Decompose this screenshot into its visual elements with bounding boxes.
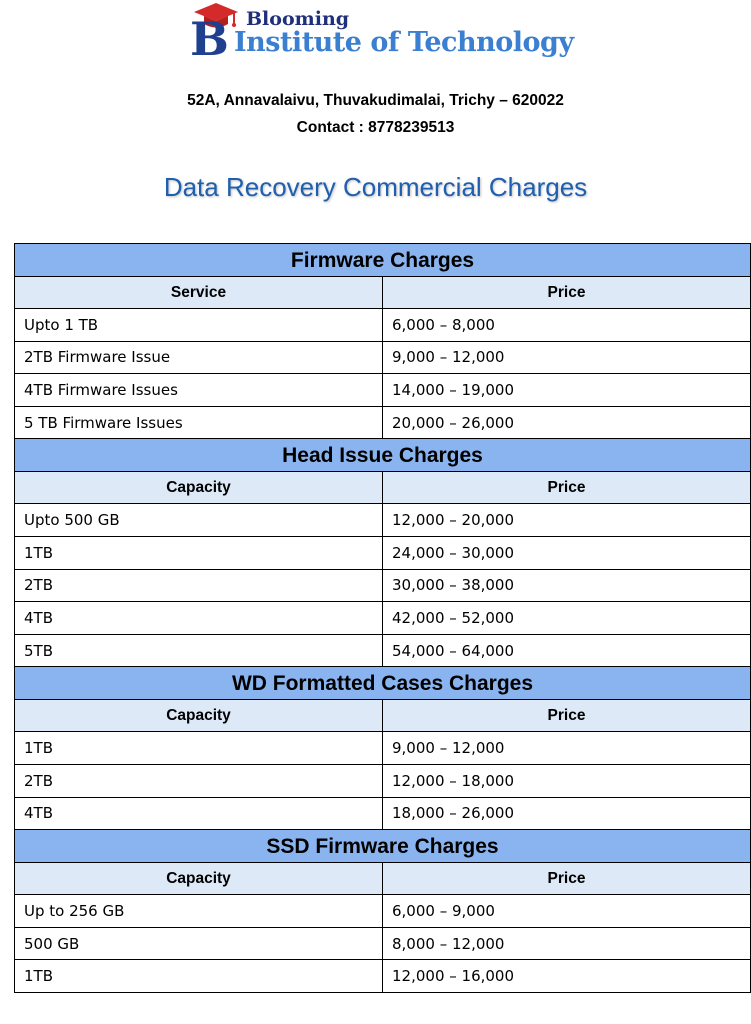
item-cell: 2TB — [15, 764, 383, 797]
column-header: Price — [383, 700, 751, 732]
section-header-wd-formatted-cases-charges — [15, 667, 751, 700]
price-cell: 6,000 – 9,000 — [383, 895, 751, 928]
table-row — [15, 341, 751, 374]
item-cell: Up to 256 GB — [15, 895, 383, 928]
price-cell: 8,000 – 12,000 — [383, 927, 751, 960]
item-cell: 2TB — [15, 569, 383, 602]
section-header-head-issue-charges — [15, 439, 751, 472]
address: 52A, Annavalaivu, Thuvakudimalai, Trichy – 620022 — [187, 92, 564, 109]
price-cell: 14,000 – 19,000 — [383, 374, 751, 407]
price-cell: 12,000 – 16,000 — [383, 960, 751, 993]
table-row — [15, 927, 751, 960]
table-row — [15, 732, 751, 765]
column-header: Price — [383, 472, 751, 504]
item-cell: 5TB — [15, 634, 383, 667]
column-header: Price — [383, 277, 751, 309]
item-cell: Upto 500 GB — [15, 504, 383, 537]
price-cell: 12,000 – 20,000 — [383, 504, 751, 537]
table-row — [15, 764, 751, 797]
price-cell: 42,000 – 52,000 — [383, 602, 751, 635]
logo-initial: B — [190, 12, 229, 66]
item-cell: 4TB — [15, 797, 383, 830]
table-row — [15, 960, 751, 993]
table-row — [15, 634, 751, 667]
table-row — [15, 374, 751, 407]
column-header: Capacity — [15, 472, 383, 504]
charges-table — [14, 243, 751, 993]
table-row — [15, 895, 751, 928]
section-title: WD Formatted Cases Charges — [15, 667, 751, 700]
price-cell: 6,000 – 8,000 — [383, 309, 751, 342]
item-cell: 4TB Firmware Issues — [15, 374, 383, 407]
section-title: SSD Firmware Charges — [15, 830, 751, 863]
column-header-row — [15, 472, 751, 504]
column-header-row — [15, 700, 751, 732]
section-header-firmware-charges — [15, 244, 751, 277]
section-title: Head Issue Charges — [15, 439, 751, 472]
section-title: Firmware Charges — [15, 244, 751, 277]
table-row — [15, 309, 751, 342]
price-cell: 9,000 – 12,000 — [383, 732, 751, 765]
price-cell: 18,000 – 26,000 — [383, 797, 751, 830]
price-cell: 12,000 – 18,000 — [383, 764, 751, 797]
table-row — [15, 602, 751, 635]
page-title: Data Recovery Commercial Charges — [163, 172, 588, 202]
price-cell: 9,000 – 12,000 — [383, 341, 751, 374]
table-row — [15, 797, 751, 830]
logo-line-2: Institute of Technology — [234, 27, 574, 58]
price-cell: 24,000 – 30,000 — [383, 536, 751, 569]
table-row — [15, 406, 751, 439]
price-cell: 54,000 – 64,000 — [383, 634, 751, 667]
column-header-row — [15, 863, 751, 895]
item-cell: 500 GB — [15, 927, 383, 960]
item-cell: 1TB — [15, 536, 383, 569]
column-header: Capacity — [15, 700, 383, 732]
column-header: Price — [383, 863, 751, 895]
item-cell: 4TB — [15, 602, 383, 635]
section-header-ssd-firmware-charges — [15, 830, 751, 863]
table-row — [15, 536, 751, 569]
column-header: Capacity — [15, 863, 383, 895]
item-cell: 5 TB Firmware Issues — [15, 406, 383, 439]
document-header — [0, 0, 751, 240]
logo-line-1: Blooming — [246, 8, 350, 30]
item-cell: 1TB — [15, 732, 383, 765]
item-cell: Upto 1 TB — [15, 309, 383, 342]
contact-number: Contact : 8778239513 — [296, 119, 455, 136]
item-cell: 1TB — [15, 960, 383, 993]
table-row — [15, 569, 751, 602]
price-cell: 20,000 – 26,000 — [383, 406, 751, 439]
column-header: Service — [15, 277, 383, 309]
institute-logo — [188, 2, 574, 66]
table-row — [15, 504, 751, 537]
price-cell: 30,000 – 38,000 — [383, 569, 751, 602]
column-header-row — [15, 277, 751, 309]
item-cell: 2TB Firmware Issue — [15, 341, 383, 374]
